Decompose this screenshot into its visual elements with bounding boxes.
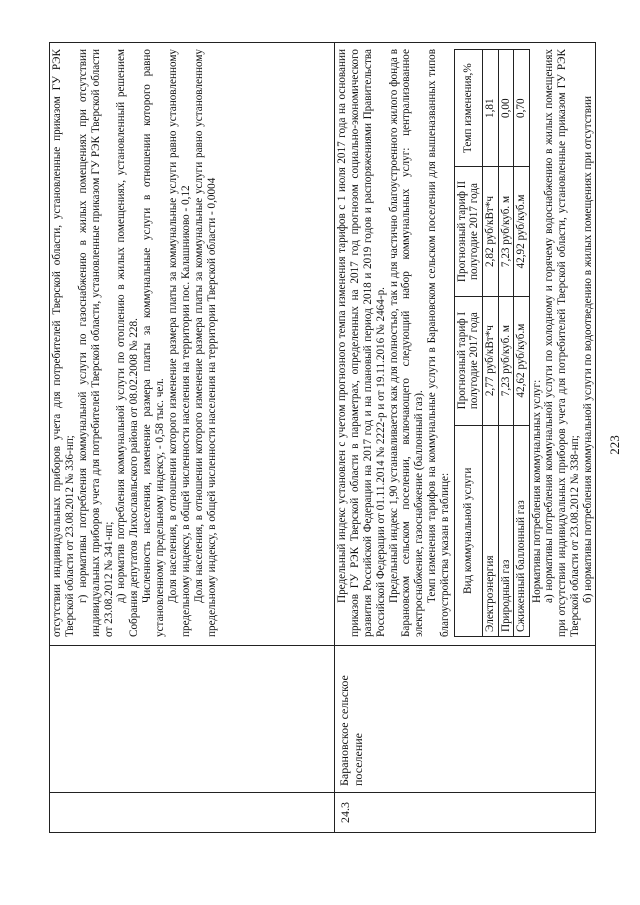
page-number: 223 (607, 435, 622, 455)
paragraph: отсутствии индивидуальных приборов учета для потребителей Тверской области, установленные приказом ГУ РЭК Тверской области от 23.08.2012 № 336-нп; (51, 49, 76, 637)
tariff-table (454, 49, 530, 637)
paragraph: Нормативы потребления коммунальных услуг: (530, 379, 543, 603)
table-cell: 7,23 руб/куб. м (498, 167, 514, 296)
settlement-name: Барановское сельское поселение (335, 646, 596, 793)
table-row (335, 43, 596, 833)
paragraph: Предельный индекс установлен с учетом прогнозного темпа изменения тарифов с 1 июля 2017 года на основании приказов ГУ РЭК Тверской области в параметрах, определенных на 2017 год прогнозом социально-экономического развития Российской Федерации на 2017 год и на плановый период 2018 и 2019 годов и распоряжениями Правительства Российской Федерации от 01.11.2014 № 2222-р и от 19.11.2016 № 2464-р. (336, 49, 387, 637)
document-sheet (49, 43, 595, 833)
column-header: Вид коммунальной услуги (454, 425, 482, 636)
table-row (514, 50, 530, 637)
table-cell: Электроэнергия (482, 425, 498, 636)
table-cell: 1,81 (482, 50, 498, 167)
paragraph: д) норматив потребления коммунальной услуги по отоплению в жилых помещениях, установленный решением Собрания депутатов Лихославльского района от 08.02.2008 № 228. (115, 49, 141, 637)
table-cell: 42,92 руб/куб.м (514, 167, 530, 296)
table-cell: 2,82 руб/кВт*ч (482, 167, 498, 296)
table-row (498, 50, 514, 637)
table-cell: 7,23 руб/куб. м (498, 296, 514, 425)
paragraph: б) нормативы потребления коммунальной услуги по водоотведению в жилых помещениях при отсутствии (582, 96, 595, 603)
table-cell: 0,00 (498, 50, 514, 167)
row-content (335, 43, 596, 646)
paragraph: Численность населения, изменение размера платы за коммунальные услуги в отношении которого равно установленному предельному индексу, - 0,58 тыс. чел. (141, 49, 166, 637)
paragraph: г) нормативы потребления коммунальной услуги по газоснабжению в жилых помещениях при отсутствии индивидуальных приборов учета для потребителей Тверской области, установленные приказом ГУ РЭК Тверской области от 23.08.2012 № 341-нп; (76, 49, 115, 637)
column-header: Прогнозный тариф II полугодие 2017 года (454, 167, 482, 296)
row-number (50, 793, 335, 833)
table-cell: Природный газ (498, 425, 514, 636)
table-cell: 0,70 (514, 50, 530, 167)
column-header: Темп изменения,% (454, 50, 482, 167)
row-number: 24.3 (335, 793, 596, 833)
table-cell: Сжиженный баллонный газ (514, 425, 530, 636)
paragraph: Доля населения, в отношении которого изменение размера платы за коммунальные услуги равно установленному предельному индексу, в общей численности населения на территории пос. Калашниково - 0,12 (166, 49, 192, 637)
row-content (50, 43, 335, 646)
column-header: Прогнозный тариф I полугодие 2017 года (454, 296, 482, 425)
table-cell: 2,77 руб/кВт*ч (482, 296, 498, 425)
table-row (50, 43, 335, 833)
main-table (49, 42, 596, 833)
paragraph: а) нормативы потребления коммунальной услуги по холодному и горячему водоснабжению в жилых помещениях при отсутствии индивидуальных приборов учета для потребителей Тверской области, установленные приказом ГУ РЭК Тверской области от 23.08.2012 № 338-нп; (543, 49, 582, 637)
table-cell: 42,62 руб/куб.м (514, 296, 530, 425)
table-row (482, 50, 498, 637)
paragraph: Темп изменения тарифов на коммунальные услуги в Барановском сельском поселении для вышеназванных типов благоустройства указан в таблице: (426, 49, 451, 637)
paragraph: Предельный индекс 1,90 устанавливается как для полностью, так и для частично благоустроенного жилого фонда в Барановском сельском поселении, включающего следующий набор коммунальных услуг: централизованное электроснабжение, газоснабжение (баллонный газ). (387, 49, 426, 637)
paragraph: Доля населения, в отношении которого изменение размера платы за коммунальные услуги равно установленному предельному индексу, в общей численности населения на территории Тверской области - 0,0004 (192, 49, 218, 637)
settlement-name (50, 646, 335, 793)
